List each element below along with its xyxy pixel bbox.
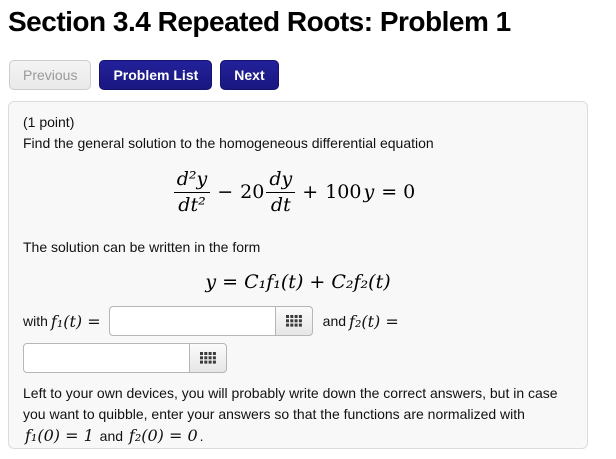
plus-operator: + [302, 181, 319, 203]
f2-answer-input[interactable] [23, 343, 190, 373]
and-label: and [322, 313, 347, 329]
problem-nav [9, 60, 616, 90]
solution-form-equation: y = C₁f₁(t) + C₂f₂(t) [205, 271, 391, 293]
ode-fraction-2: $\frac{dy}{dt}$ [266, 168, 295, 217]
note-text: Left to your own devices, you will probably write down the correct answers, but in case you want to quibble, enter your answers so that the functions are normalized with [23, 385, 558, 422]
answer-row-1 [23, 306, 573, 336]
next-button[interactable]: Next [220, 60, 278, 90]
answer-row-2 [23, 343, 573, 373]
f1-normalization: f₁(0) = 1 [25, 426, 94, 445]
ode-coefficient-2: 100 [325, 181, 362, 203]
previous-button[interactable]: Previous [9, 60, 91, 90]
minus-operator: − [217, 181, 234, 203]
f1-answer-input[interactable] [109, 306, 276, 336]
ode-rhs: = 0 [381, 181, 416, 203]
page-title: Section 3.4 Repeated Roots: Problem 1 [8, 6, 511, 37]
problem-statement: Find the general solution to the homogeneous differential equation [23, 135, 434, 151]
note-paragraph [23, 383, 579, 447]
points-label: (1 point) [23, 114, 75, 130]
with-label: with [23, 313, 48, 329]
ode-fraction-1: $\frac{\text{d²y}}{\text{dt²}}$ [174, 168, 211, 217]
ode-coefficient-1: 20 [240, 181, 265, 203]
note-period: . [199, 428, 204, 444]
f2-normalization: f₂(0) = 0 [128, 426, 198, 445]
grid-icon [200, 352, 216, 364]
f1-math-label: f₁(t) = [50, 311, 101, 331]
webwork-problem-page [0, 4, 616, 459]
note-and: and [99, 428, 124, 444]
ode-variable: y [363, 181, 375, 203]
ode-equation [23, 166, 573, 218]
f2-math-label: f₂(t) = [349, 311, 399, 331]
f1-equation-editor-button[interactable] [275, 306, 313, 336]
problem-box [8, 101, 588, 449]
grid-icon [286, 315, 302, 327]
problem-list-button[interactable]: Problem List [99, 60, 212, 90]
f2-equation-editor-button[interactable] [189, 343, 227, 373]
solution-intro: The solution can be written in the form [23, 239, 261, 255]
